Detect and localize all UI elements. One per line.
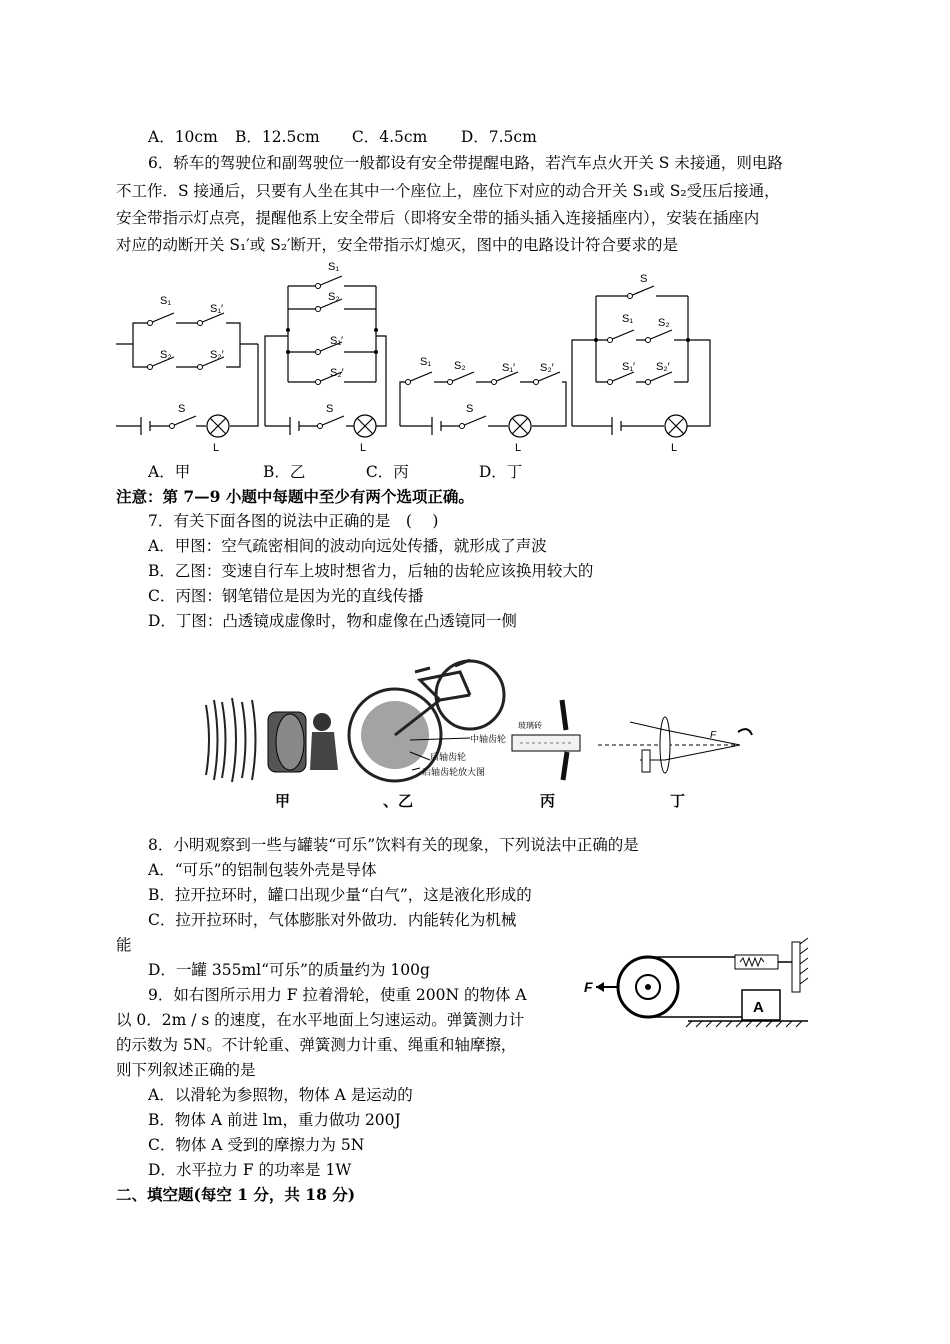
label-f: F — [584, 979, 593, 995]
q8-option-c-cont: 能 — [116, 936, 132, 954]
q9-option-c: C．物体 A 受到的摩擦力为 5N — [148, 1136, 365, 1154]
label-l: L — [213, 442, 220, 454]
q5-option-c: C．4.5cm — [351, 128, 428, 146]
label-s2: S₂ — [160, 349, 172, 361]
q9-option-b: B．物体 A 前进 lm，重力做功 200J — [148, 1111, 401, 1129]
q8-option-c: C．拉开拉环时，气体膨胀对外做功．内能转化为机械 — [148, 911, 517, 929]
q9-option-d: D．水平拉力 F 的功率是 1W — [148, 1161, 352, 1179]
label-s2p: S₂′ — [210, 349, 224, 361]
caption-jia: 甲 — [275, 793, 291, 810]
label-s1: S₁ — [160, 295, 172, 307]
label-s2: S₂ — [658, 317, 670, 329]
label-mid-gear: 中轴齿轮 — [470, 734, 507, 744]
label-s: S — [640, 273, 648, 285]
q6-stem-line-2: 不工作．S 接通后，只要有人坐在其中一个座位上，座位下对应的动合开关 S₁或 S₂受压后接通， — [116, 182, 780, 200]
q9-stem-line-4: 则下列叙述正确的是 — [116, 1061, 256, 1079]
label-s: S — [178, 403, 186, 415]
label-s1p: S₁′ — [622, 361, 636, 373]
label-s1: S₁ — [420, 356, 432, 368]
q6-stem-line-4: 对应的动断开关 S₁′或 S₂′断开，安全带指示灯熄灭，图中的电路设计符合要求的是 — [116, 236, 679, 254]
q9-stem-line-2: 以 0．2m / s 的速度，在水平地面上匀速运动。弹簧测力计 — [116, 1011, 525, 1029]
label-s2: S₂ — [454, 360, 466, 372]
multi-answer-note: 注意：第 7—9 小题中每题中至少有两个选项正确。 — [116, 487, 474, 506]
q6-stem-line-3: 安全带指示灯点亮，提醒他系上安全带后（即将安全带的插头插入连接插座内），安装在插座内 — [116, 209, 760, 227]
q7-option-d: D．丁图：凸透镜成虚像时，物和虚像在凸透镜同一侧 — [148, 612, 517, 630]
label-l: L — [515, 442, 522, 454]
q6-option-c: C．丙 — [365, 463, 409, 481]
q7-stem: 7．有关下面各图的说法中正确的是 ( ) — [148, 512, 439, 530]
q5-option-a: A．10cm — [148, 128, 218, 146]
q9-option-a: A．以滑轮为参照物，物体 A 是运动的 — [148, 1086, 413, 1104]
caption-yi: 、乙 — [383, 793, 414, 810]
q6-option-b: B．乙 — [262, 463, 306, 481]
label-s1: S₁ — [328, 261, 340, 273]
q9-stem-line-3: 的示数为 5N。不计轮重、弹簧测力计重、绳重和轴摩擦， — [116, 1036, 517, 1054]
q6-option-a: A．甲 — [148, 463, 191, 481]
q6-stem-line-1: 6．轿车的驾驶位和副驾驶位一般都设有安全带提醒电路，若汽车点火开关 S 未接通，则电路 — [148, 154, 783, 172]
label-s1p: S₁′ — [210, 303, 224, 315]
label-s2p: S₂′ — [330, 367, 344, 379]
label-s1p: S₁′ — [502, 362, 516, 374]
label-a: A — [753, 999, 764, 1016]
q7-option-a: A．甲图：空气疏密相间的波动向远处传播，就形成了声波 — [148, 537, 547, 555]
label-s1: S₁ — [622, 313, 634, 325]
caption-bing: 丙 — [540, 793, 556, 810]
q9-stem-line-1: 9．如右图所示用力 F 拉着滑轮，使重 200N 的物体 A — [148, 986, 527, 1004]
q7-option-b: B．乙图：变速自行车上坡时想省力，后轴的齿轮应该换用较大的 — [148, 562, 594, 580]
label-rear-gear: 后轴齿轮 — [430, 752, 467, 762]
label-s: S — [326, 403, 334, 415]
label-s: S — [466, 403, 474, 415]
q8-option-d: D．一罐 355ml“可乐”的质量约为 100g — [148, 961, 430, 979]
q7-option-c: C．丙图：钢笔错位是因为光的直线传播 — [148, 587, 424, 605]
label-s2: S₂ — [328, 291, 340, 303]
label-f: F — [710, 730, 717, 741]
label-l: L — [360, 442, 367, 454]
label-s2p: S₂′ — [656, 361, 670, 373]
caption-ding: 丁 — [670, 793, 686, 810]
section-2-heading: 二、填空题(每空 1 分，共 18 分) — [116, 1185, 356, 1204]
label-l: L — [671, 442, 678, 454]
q5-option-d: D．7.5cm — [460, 128, 537, 146]
q8-stem: 8．小明观察到一些与罐装“可乐”饮料有关的现象，下列说法中正确的是 — [148, 836, 639, 854]
label-rear-zoom: 后轴齿轮放大图 — [422, 767, 486, 777]
label-s2p: S₂′ — [540, 362, 554, 374]
q6-option-d: D．丁 — [478, 463, 523, 481]
label-s1p: S₁′ — [330, 335, 344, 347]
q5-option-b: B．12.5cm — [234, 128, 320, 146]
q8-option-a: A．“可乐”的铝制包装外壳是导体 — [148, 861, 377, 879]
q8-option-b: B．拉开拉环时，罐口出现少量“白气”，这是液化形成的 — [148, 886, 532, 904]
label-glass: 玻璃砖 — [518, 721, 542, 730]
